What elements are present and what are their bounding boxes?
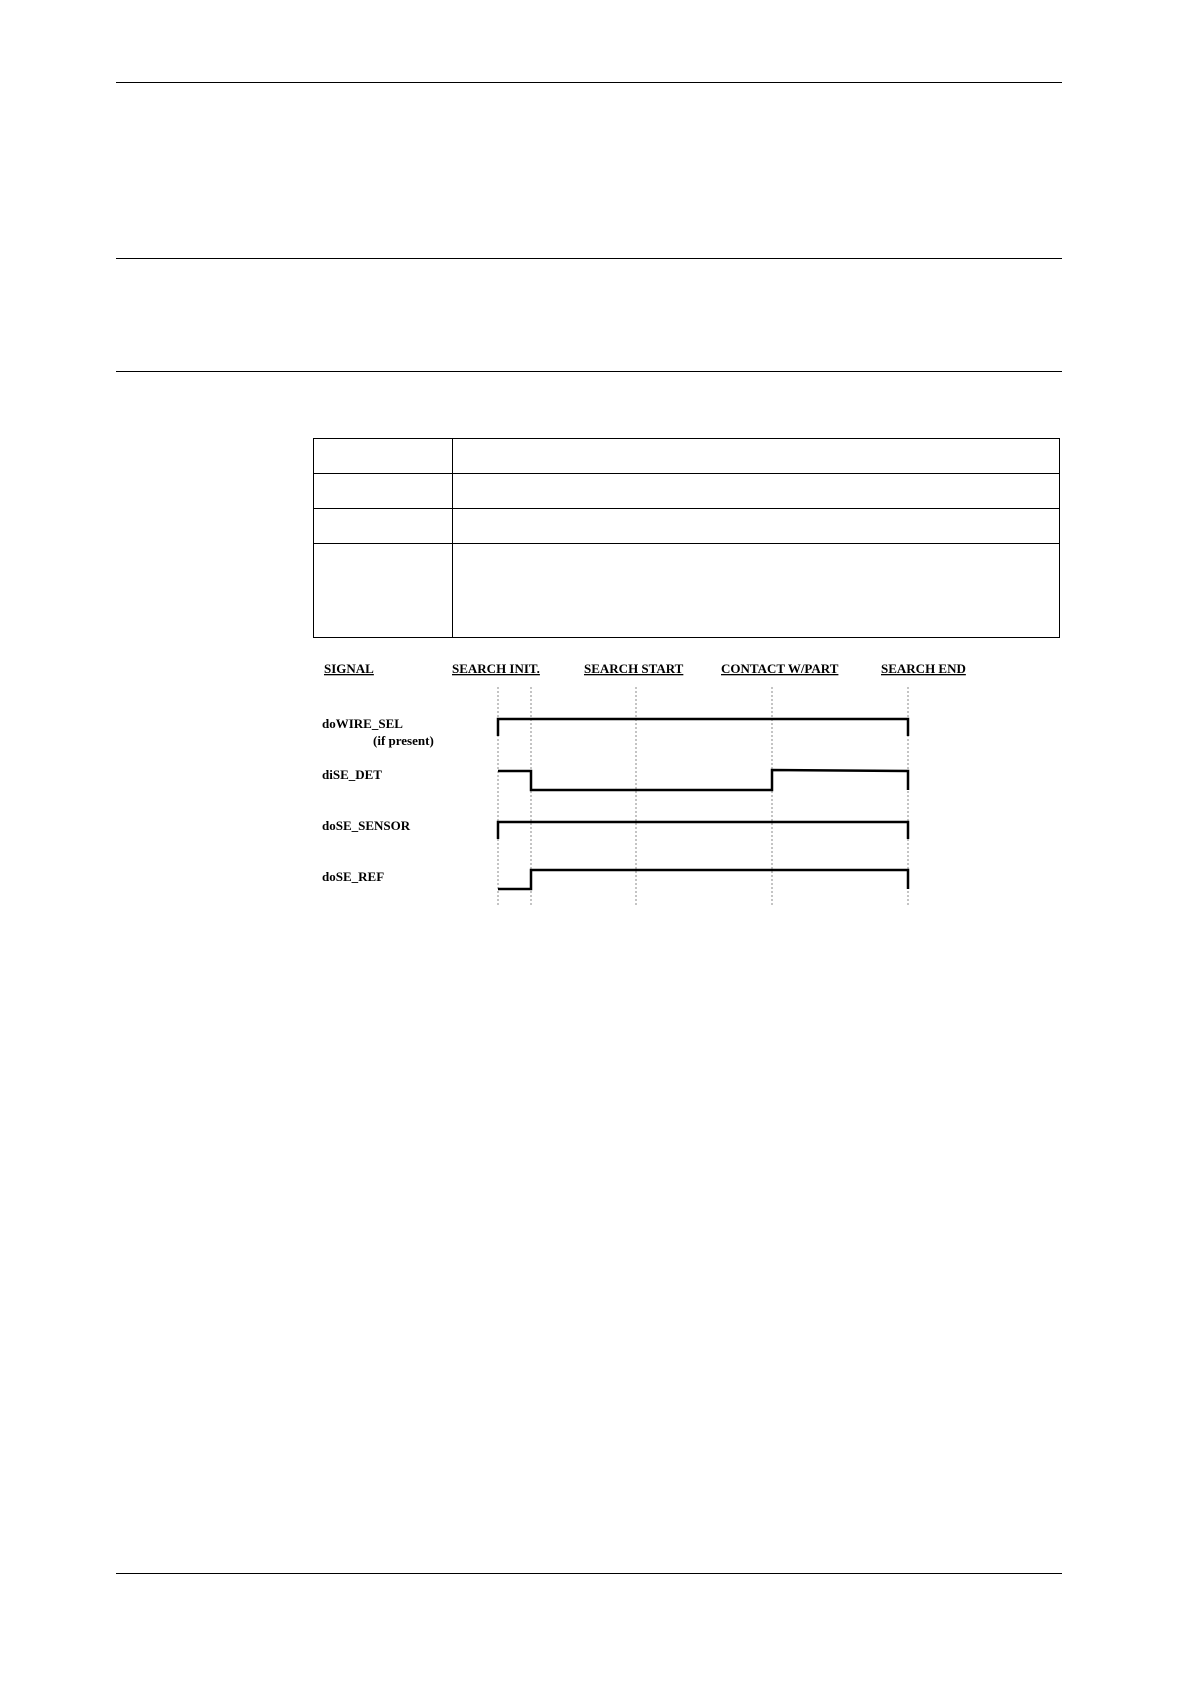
top-rule [116,82,1062,83]
signal-note-wire-sel: (if present) [373,733,434,748]
signal-label-wire-sel: doWIRE_SEL [322,716,403,731]
section-rule-1 [116,258,1062,259]
table-row-divider [314,543,1059,544]
info-table [313,438,1060,638]
waveform-se-det [498,770,908,790]
timing-diagram [300,655,1000,905]
signal-label-se-det: diSE_DET [322,767,382,782]
signal-label-se-ref: doSE_REF [322,869,385,884]
header-signal: SIGNAL [324,661,374,676]
section-rule-2 [116,371,1062,372]
header-search-end: SEARCH END [881,661,966,676]
header-search-init: SEARCH INIT. [452,661,540,676]
waveform-wire-sel [498,719,908,736]
table-row-divider [314,473,1059,474]
header-search-start: SEARCH START [584,661,684,676]
waveform-se-sensor [498,822,908,839]
timing-diagram-svg [300,655,1000,905]
table-row-divider [314,508,1059,509]
header-contact: CONTACT W/PART [721,661,839,676]
signal-label-se-sensor: doSE_SENSOR [322,818,411,833]
bottom-rule [116,1573,1062,1574]
waveform-se-ref [498,870,908,889]
table-column-divider [452,439,453,637]
